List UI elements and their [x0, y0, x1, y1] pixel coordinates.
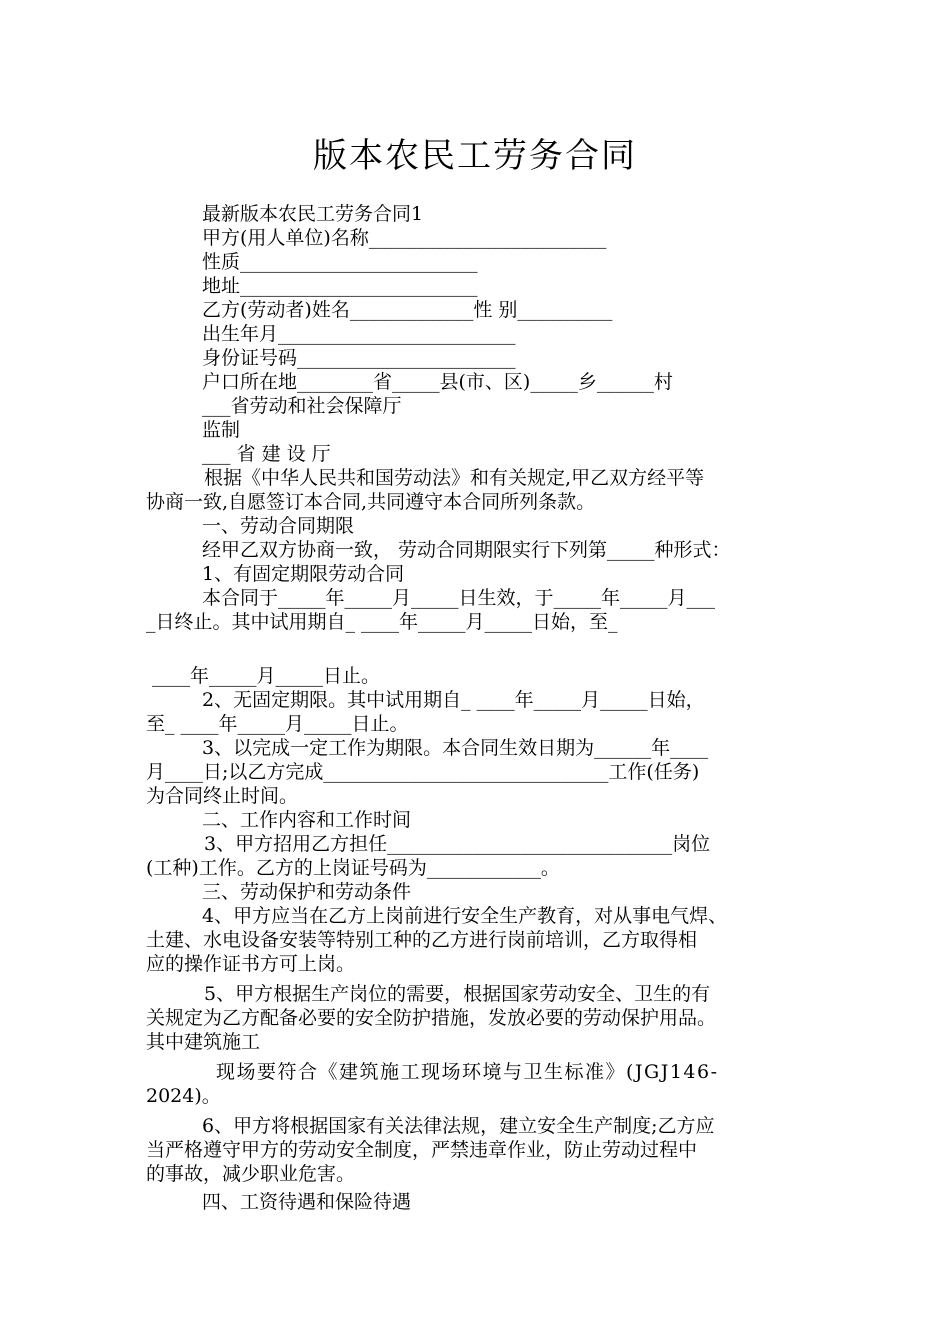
- paragraph-line: 2、无固定期限。其中试用期自_ ____年_____月_____日始，: [202, 689, 705, 711]
- line-household: 户口所在地________省_____县(市、区)_____乡______村: [202, 371, 673, 393]
- paragraph-line: ____年_____月_____日止。: [146, 665, 381, 687]
- line-supervisor-2: ___ 省 建 设 厅: [202, 443, 331, 465]
- paragraph-line: 至_ ____年_____月_____日止。: [146, 713, 409, 735]
- paragraph-line: 关规定为乙方配备必要的安全防护措施，发放必要的劳动保护用品。: [146, 1007, 717, 1029]
- line-nature: 性质_________________________: [202, 251, 478, 273]
- paragraph-line: 现场要符合《建筑施工现场环境与卫生标准》(JGJ146-: [216, 1061, 719, 1083]
- line-id-number: 身份证号码_______________________: [202, 347, 516, 369]
- paragraph-line: 经甲乙双方协商一致， 劳动合同期限实行下列第_____种形式：: [202, 539, 731, 561]
- paragraph-line: 3、甲方招用乙方担任______________________________岗位: [198, 833, 711, 855]
- paragraph-line: 根据《中华人民共和国劳动法》和有关规定,甲乙双方经平等: [198, 467, 705, 489]
- paragraph-line: 月____日;以乙方完成______________________________工作(任务): [146, 761, 700, 783]
- section-heading: 二、工作内容和工作时间: [202, 809, 412, 831]
- paragraph-line: 协商一致,自愿签订本合同,共同遵守本合同所列条款。: [146, 491, 596, 513]
- paragraph-line: 1、有固定期限劳动合同: [202, 563, 405, 585]
- line-employer-name: 甲方(用人单位)名称_________________________: [202, 227, 607, 249]
- paragraph-line: 6、甲方将根据国家有关法律法规，建立安全生产制度;乙方应: [202, 1115, 715, 1137]
- line-heading-1: 最新版本农民工劳务合同1: [202, 203, 424, 225]
- paragraph-line: (工种)工作。乙方的上岗证号码为____________。: [146, 857, 560, 879]
- section-heading: 三、劳动保护和劳动条件: [202, 881, 412, 903]
- paragraph-line: 3、以完成一定工作为期限。本合同生效日期为______年____: [202, 737, 709, 759]
- paragraph-line: 4、甲方应当在乙方上岗前进行安全生产教育，对从事电气焊、: [202, 905, 728, 927]
- paragraph-line: 的事故，减少职业危害。: [146, 1163, 356, 1185]
- document-title: 版本农民工劳务合同: [313, 136, 637, 176]
- paragraph-line: 本合同于_____年_____月_____日生效，于_____年_____月___: [202, 587, 716, 609]
- section-heading: 四、工资待遇和保险待遇: [202, 1191, 412, 1213]
- paragraph-line: 当严格遵守甲方的劳动安全制度，严禁违章作业，防止劳动过程中: [146, 1139, 698, 1161]
- line-birth: 出生年月_________________________: [202, 323, 516, 345]
- paragraph-line: 其中建筑施工: [146, 1031, 261, 1053]
- section-heading: 一、劳动合同期限: [202, 515, 355, 537]
- paragraph-line: 应的操作证书方可上岗。: [146, 953, 356, 975]
- line-supervised: 监制: [202, 419, 241, 441]
- paragraph-line: 为合同终止时间。: [146, 785, 299, 807]
- line-address: 地址_________________________: [202, 275, 478, 297]
- paragraph-line: 2024)。: [146, 1085, 221, 1107]
- paragraph-line: _日终止。其中试用期自_ ____年_____月_____日始，至_: [146, 611, 618, 633]
- paragraph-line: 土建、水电设备安装等特别工种的乙方进行岗前培训，乙方取得相: [146, 929, 698, 951]
- paragraph-line: 5、甲方根据生产岗位的需要，根据国家劳动安全、卫生的有: [198, 983, 711, 1005]
- line-worker-name: 乙方(劳动者)姓名_____________性 别__________: [202, 299, 613, 321]
- line-supervisor-1: ___省劳动和社会保障厅: [202, 395, 402, 417]
